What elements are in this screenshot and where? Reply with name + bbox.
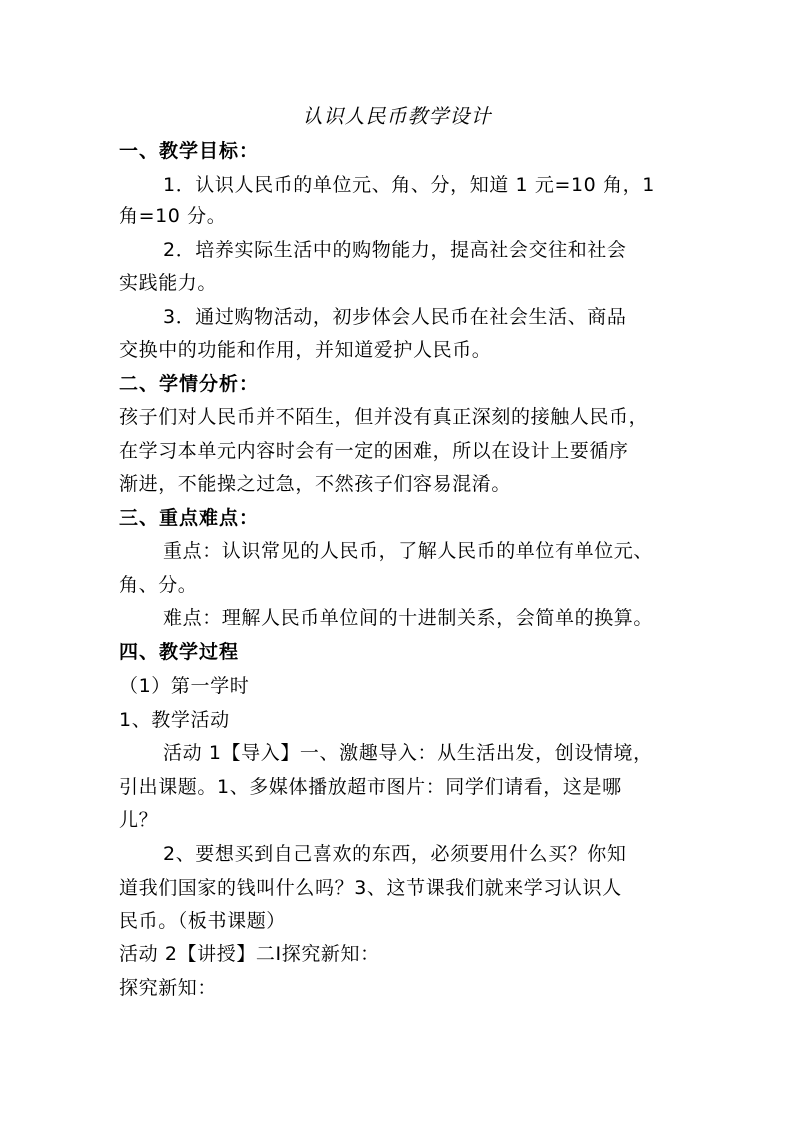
period-label: （1）第一学时 bbox=[119, 675, 250, 697]
goal-2-line-2: 实践能力。 bbox=[119, 272, 218, 294]
goal-3-line-1: 3．通过购物活动，初步体会人民币在社会生活、商品 bbox=[163, 306, 627, 328]
teaching-activity-label: 1、教学活动 bbox=[119, 709, 230, 731]
document-title: 认识人民币教学设计 bbox=[302, 104, 492, 128]
key-point-line-2: 角、分。 bbox=[119, 574, 198, 596]
analysis-line-1: 孩子们对人民币并不陌生，但并没有真正深刻的接触人民币， bbox=[119, 406, 649, 428]
activity-1-line-3: 儿？ bbox=[119, 809, 159, 831]
section-heading-analysis: 二、学情分析： bbox=[119, 373, 260, 395]
goal-2-line-1: 2．培养实际生活中的购物能力，提高社会交往和社会 bbox=[163, 239, 627, 261]
explore-line: 探究新知： bbox=[119, 977, 218, 999]
key-point-line-1: 重点：认识常见的人民币，了解人民币的单位有单位元、 bbox=[163, 540, 654, 562]
goal-3-line-2: 交换中的功能和作用，并知道爱护人民币。 bbox=[119, 339, 492, 361]
activity-2-line: 活动 2【讲授】二Ⅰ探究新知： bbox=[119, 943, 380, 965]
difficulty-line: 难点：理解人民币单位间的十进制关系，会简单的换算。 bbox=[163, 607, 654, 629]
analysis-line-2: 在学习本单元内容时会有一定的困难，所以在设计上要循序 bbox=[119, 440, 629, 462]
activity-1b-line-1: 2、要想买到自己喜欢的东西，必须要用什么买？你知 bbox=[163, 843, 627, 865]
activity-1-line-1: 活动 1【导入】一、激趣导入：从生活出发，创设情境， bbox=[163, 742, 653, 764]
analysis-line-3: 渐进，不能操之过急，不然孩子们容易混淆。 bbox=[119, 473, 512, 495]
activity-1-line-2: 引出课题。1、多媒体播放超市图片：同学们请看，这是哪 bbox=[119, 776, 622, 798]
activity-1b-line-2: 道我们国家的钱叫什么吗？3、这节课我们就来学习认识人 bbox=[119, 877, 622, 899]
goal-1-line-1: 1．认识人民币的单位元、角、分，知道 1 元=10 角，1 bbox=[163, 174, 655, 196]
section-heading-key-points: 三、重点难点： bbox=[119, 507, 260, 529]
goal-1-line-2: 角=10 分。 bbox=[119, 205, 227, 227]
activity-1b-line-3: 民币。（板书课题） bbox=[119, 910, 286, 932]
section-heading-goals: 一、教学目标： bbox=[119, 140, 260, 162]
section-heading-process: 四、教学过程 bbox=[119, 641, 240, 663]
